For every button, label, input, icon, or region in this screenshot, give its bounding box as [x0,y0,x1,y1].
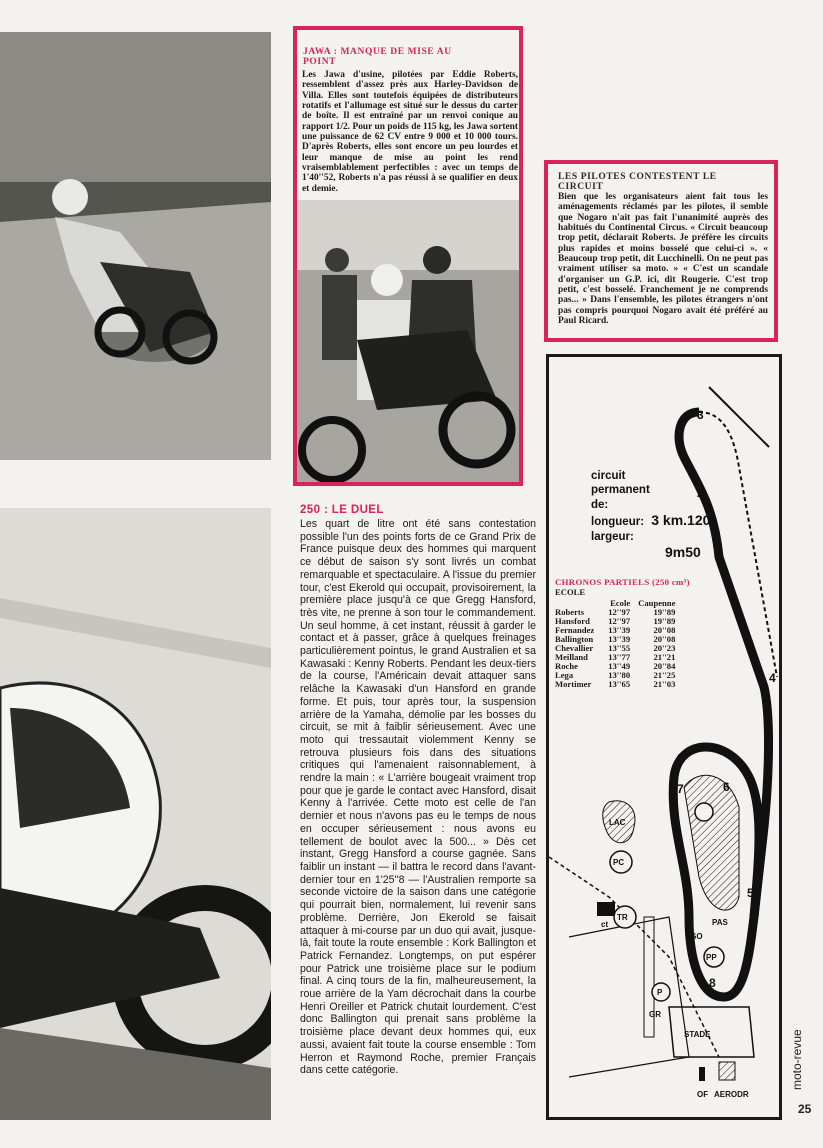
photo-motorcycle-cornering-illustration [0,32,271,460]
rider-name: Lega [555,670,574,681]
ecole-time: 13''65 [608,679,631,690]
rider-name: Fernandez [555,625,595,636]
gr-label: GR [649,1010,661,1019]
caupenne-time: 20''08 [653,634,676,645]
magazine-name [786,1030,822,1090]
caupenne-time: 20''84 [653,661,676,672]
caupenne-time: 19''89 [653,607,676,618]
chronos-partiels [555,577,779,689]
lac-label: LAC [609,818,626,827]
of-label: OF [697,1090,709,1099]
ecole-time: 13''55 [608,643,631,654]
pilots-title: LES PILOTES CONTESTENT LE CIRCUIT [558,172,717,193]
chronos-title: CHRONOS PARTIELS (250 cm³) [555,577,690,587]
table-row [555,680,679,689]
turn-2-label: 2 [697,486,704,500]
rider-name: Chevallier [555,643,594,654]
circuit-line1: circuit [591,470,626,482]
circuit-map [546,354,782,1120]
rider-name: Ballington [555,634,594,645]
ct-label: ct [601,920,609,929]
ecole-time: 13''39 [608,625,631,636]
longueur-label: longueur: [591,516,645,529]
page-number: 25 [798,1102,812,1116]
caupenne-time: 21''25 [653,670,676,681]
circuit-line3: de: [591,498,609,511]
chronos-header-caupenne: Caupenne [638,598,676,608]
jawa-title: JAWA : MANQUE DE MISE AU POINT [303,47,452,67]
stade-label: STADE [684,1030,711,1039]
longueur-value: 3 km.120 [651,512,711,529]
largeur-label: largeur: [591,530,634,543]
photo-jawa-team [297,200,519,482]
jawa-sidebar [293,26,523,486]
tr-label: TR [617,913,628,922]
turn-5-label: 5 [747,886,754,900]
ecole-time: 13''39 [608,634,631,645]
aerodr-label: AERODR [714,1090,749,1099]
photo-kawasaki-rider-illustration [0,508,271,1120]
turn-8-label: 8 [709,976,716,990]
circuit-specs [591,469,710,562]
ecole-time: 12''97 [608,616,631,627]
rider-name: Meilland [555,652,588,663]
magazine-name-text: moto-revue [790,1029,804,1090]
caupenne-time: 19''89 [653,616,676,627]
chronos-header-ecole: Ecole [610,598,631,608]
pilots-text: Bien que les organisateurs aient fait tous les aménagements réclamés par les pilotes, il semble que Nogaro n'ait pas fait l'unanimité auprès des habitués du Continental Circus. « Circuit beaucoup trop petit, déclarait Roberts. Je préfère les circuits plus rapides et moins bosselé que celui-ci ». « Beaucoup trop petit, dit Lucchinelli. On ne peut pas vraiment utiliser sa moto. » « C'est un scandale d'organiser un G.P. ici, dit Rougerie. C'est trop petit, c'est bosselé. Franchement je ne comprends pas... » Dans l'ensemble, les pilotes étrangers n'ont pas compris pourquoi Nogaro avait été préféré au Paul Ricard. [558,192,768,327]
rider-name: Hansford [555,616,590,627]
chronos-table [555,599,679,689]
photo-kawasaki-rider [0,508,271,1120]
p-label: P [657,988,663,997]
ecole-time: 13''77 [608,652,631,663]
ecole-time: 13''80 [608,670,631,681]
turn-1-label: 1 [677,751,684,765]
pc-label: PC [613,858,625,867]
turn-7-label: 7 [677,782,684,796]
duel-title: 250 : LE DUEL [300,504,384,516]
pilots-sidebar [544,160,778,342]
rider-name: Roberts [555,607,585,618]
jawa-text: Les Jawa d'usine, pilotées par Eddie Roberts, ressemblent d'assez près aux Harley-Davidson de Villa. Elles sont toutefois équipées de distributeurs rotatifs et l'allumage est situé sur le dessus du carter de boîte. Il est entraîné par un renvoi conique au rapport 1/2. Pour un poids de 115 kg, les Jawa sortent une puissance de 62 CV entre 9 000 et 10 000 tours. D'après Roberts, elles sont encore un peu lourdes et leur manque de mise au point les rend vraisemblablement perfectibles : avec un temps de 1'40''52, Roberts n'a pas réussi à se qualifier en deux et demie. [302,70,518,194]
turn-3-label: 3 [697,408,704,422]
photo-motorcycle-cornering [0,32,271,460]
caupenne-time: 21''03 [653,679,676,690]
ecole-time: 13''49 [608,661,631,672]
turn-4-label: 4 [769,671,776,685]
turn-6-label: 6 [723,780,730,794]
rider-name: Roche [555,661,578,672]
ecole-time: 12''97 [608,607,631,618]
pp-label: PP [706,953,717,962]
pas-label: PAS [712,918,728,927]
circuit-line2: permanent [591,484,650,497]
photo-jawa-team-illustration [297,200,519,482]
caupenne-time: 20''23 [653,643,676,654]
rider-name: Mortimer [555,679,592,690]
chronos-subtitle: ECOLE [555,587,586,597]
caupenne-time: 20''08 [653,625,676,636]
largeur-value: 9m50 [665,544,701,560]
so-label: SO [691,932,703,941]
duel-article-body: Les quart de litre ont été sans contestation possible l'un des points forts de ce Grand Prix de France puisque deux des hommes qui marquent ce début de saison s'y sont livrés un combat remarquable et spectaculaire. A l'issue du premier tour, c'est Ekerold qui occupait, provisoirement, la première place jusqu'à ce que Gregg Hansford, très vite, ne prenne à son tour le commandement. Un seul homme, à cet instant, réussit à garder le contact et à passer, grâce à quelques freinages particulièrement pointus, le grand Australien et sa Kawasaki : Kenny Roberts. Pendant les deux-tiers de la course, l'Américain devait attaquer sans relâche la Kawasaki d'un Hansford en grande forme. Et puis, tour après tour, la suspension arrière de la Yamaha, démolie par les bosses du circuit, se mit à faiblir sérieusement. Avec une moto qui tressautait violemment Kenny se retrouva plusieurs fois dans des situations critiques qui l'amenaient raisonnablement, à rendre la main : « L'arrière bougeait vraiment trop pour que je garde le contact avec Hansford, disait Kenny à l'arrivée. Cette moto est celle de l'an dernier et nous n'avons pas eu le temps de nous en occuper sérieusement : nous avons eu tellement de boulot avec la 500... » Dès cet instant, Gregg Hansford a course gagnée. Sans faiblir un instant — il battra le record dans l'avant-dernier tour en 1'25''8 — l'Australien remporte sa seconde victoire de la saison dans une catégorie qui pourrait bien, normalement, lui revenir sans problème. Derrière, Jon Ekerold se faisait attaquer à mi-course par un duo qui avait, jusque-là, fait toute la route ensemble : Kork Ballington et Patrick Fernandez. Longtemps, on put espérer pour Patrick une troisième place sur le podium final. A cinq tours de la fin, malheureusement, la roue arrière de la Yam décrochait dans la courbe Henri Oreiller et Patrick chutait lourdement. C'est donc Ballington qui prenait sans problème la troisième place devant deux hommes qui, eux aussi, avaient fait toute la course ensemble : Tom Herron et Raymond Roche, premier Français dans cette catégorie. [300,518,536,1077]
caupenne-time: 21''21 [653,652,676,663]
